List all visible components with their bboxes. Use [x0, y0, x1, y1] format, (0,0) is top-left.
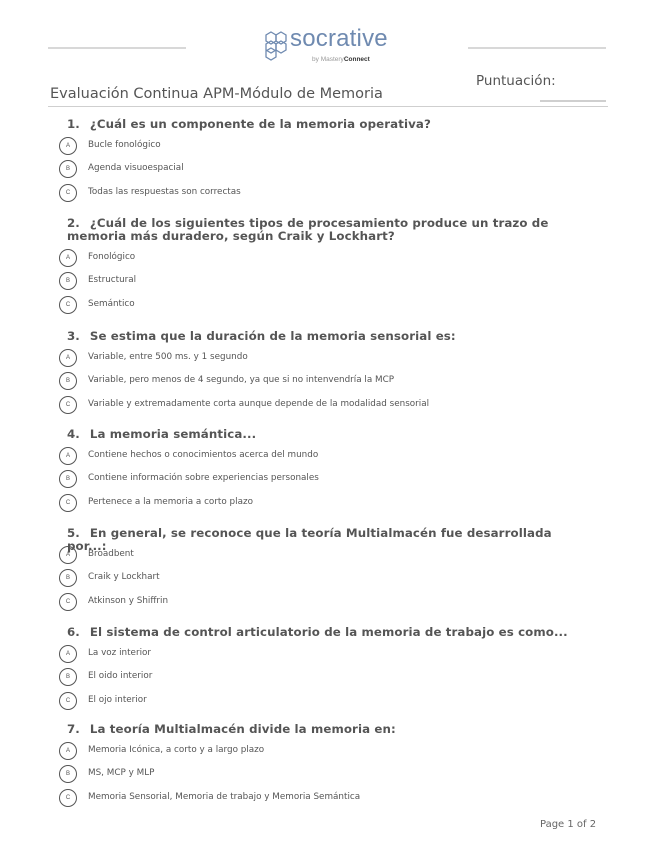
score-label: Puntuación:	[476, 73, 556, 89]
answer-bubble[interactable]: B	[59, 668, 77, 686]
answer-bubble[interactable]: C	[59, 184, 77, 202]
answer-text: Variable, entre 500 ms. y 1 segundo	[88, 352, 248, 362]
hexagon-logo-icon	[262, 30, 290, 62]
answer-text: La voz interior	[88, 648, 152, 658]
question-label: La teoría Multialmacén divide la memoria en:	[89, 722, 396, 736]
question-text	[67, 626, 587, 639]
question-label: En general, se reconoce que la teoría Multialmacén fue desarrollada por...:	[67, 526, 552, 553]
answer-bubble[interactable]: C	[59, 789, 77, 807]
question-label: ¿Cuál de los siguientes tipos de procesamiento produce un trazo de memoria más duradero, según Craik y Lockhart?	[67, 216, 549, 243]
answer-bubble[interactable]: B	[59, 372, 77, 390]
question-label: Se estima que la duración de la memoria sensorial es:	[89, 329, 456, 343]
answer-text: Broadbent	[88, 549, 134, 559]
answer-text: Bucle fonológico	[88, 140, 161, 150]
answer-bubble[interactable]: A	[59, 742, 77, 760]
question-text	[67, 330, 587, 343]
question-number: 1.	[67, 117, 80, 131]
answer-bubble[interactable]: A	[59, 447, 77, 465]
question-number: 3.	[67, 329, 80, 343]
answer-text: Variable y extremadamente corta aunque depende de la modalidad sensorial	[88, 398, 430, 409]
answer-text: Estructural	[88, 275, 137, 286]
answer-text: El oido interior	[88, 671, 153, 682]
answer-bubble[interactable]: B	[59, 160, 77, 178]
question-label: El sistema de control articulatorio de la memoria de trabajo es como...	[89, 625, 568, 639]
question-number: 2.	[67, 216, 80, 230]
question-text	[67, 217, 572, 243]
quiz-title: Evaluación Continua APM-Módulo de Memoria	[50, 86, 383, 102]
question-number: 7.	[67, 722, 80, 736]
answer-bubble[interactable]: A	[59, 137, 77, 155]
question-label: La memoria semántica...	[89, 427, 257, 441]
answer-text: Agenda visuoespacial	[88, 163, 184, 174]
score-field	[540, 100, 606, 102]
question-label: ¿Cuál es un componente de la memoria operativa?	[89, 117, 431, 131]
answer-text: Contiene información sobre experiencias personales	[88, 473, 319, 484]
question-number: 6.	[67, 625, 80, 639]
answer-bubble[interactable]: B	[59, 272, 77, 290]
answer-text: Semántico	[88, 298, 135, 309]
page-number: Page 1 of 2	[540, 819, 597, 830]
question-text	[67, 527, 587, 553]
answer-bubble[interactable]: C	[59, 593, 77, 611]
answer-bubble[interactable]: B	[59, 470, 77, 488]
answer-bubble[interactable]: C	[59, 494, 77, 512]
answer-text: Memoria Sensorial, Memoria de trabajo y Memoria Semántica	[88, 791, 361, 802]
answer-text: Variable, pero menos de 4 segundo, ya que si no intenvendría la MCP	[88, 375, 395, 386]
answer-text: Pertenece a la memoria a corto plazo	[88, 496, 253, 507]
answer-text: Memoria Icónica, a corto y a largo plazo	[88, 745, 265, 755]
answer-text: MS, MCP y MLP	[88, 768, 155, 779]
question-number: 5.	[67, 526, 80, 540]
answer-bubble[interactable]: A	[59, 249, 77, 267]
answer-bubble[interactable]: C	[59, 692, 77, 710]
socrative-logo	[262, 25, 402, 69]
answer-bubble[interactable]: C	[59, 296, 77, 314]
answer-bubble[interactable]: C	[59, 396, 77, 414]
answer-text: Atkinson y Shiffrin	[88, 595, 169, 606]
header-rule-left	[48, 47, 186, 49]
logo-wordmark: socrative	[290, 25, 388, 52]
answer-text: Todas las respuestas son correctas	[88, 186, 241, 197]
answer-bubble[interactable]: B	[59, 569, 77, 587]
question-text	[67, 428, 587, 441]
answer-bubble[interactable]: A	[59, 645, 77, 663]
answer-bubble[interactable]: A	[59, 349, 77, 367]
logo-subtitle: by MasteryConnect	[312, 56, 370, 63]
question-text	[67, 723, 587, 736]
answer-text: Craik y Lockhart	[88, 572, 160, 583]
question-text	[67, 118, 587, 131]
answer-text: El ojo interior	[88, 694, 147, 705]
question-number: 4.	[67, 427, 80, 441]
header-rule-right	[468, 47, 606, 49]
answer-bubble[interactable]: A	[59, 546, 77, 564]
title-divider	[48, 106, 608, 107]
answer-text: Fonológico	[88, 252, 136, 262]
answer-bubble[interactable]: B	[59, 765, 77, 783]
answer-text: Contiene hechos o conocimientos acerca del mundo	[88, 450, 319, 460]
